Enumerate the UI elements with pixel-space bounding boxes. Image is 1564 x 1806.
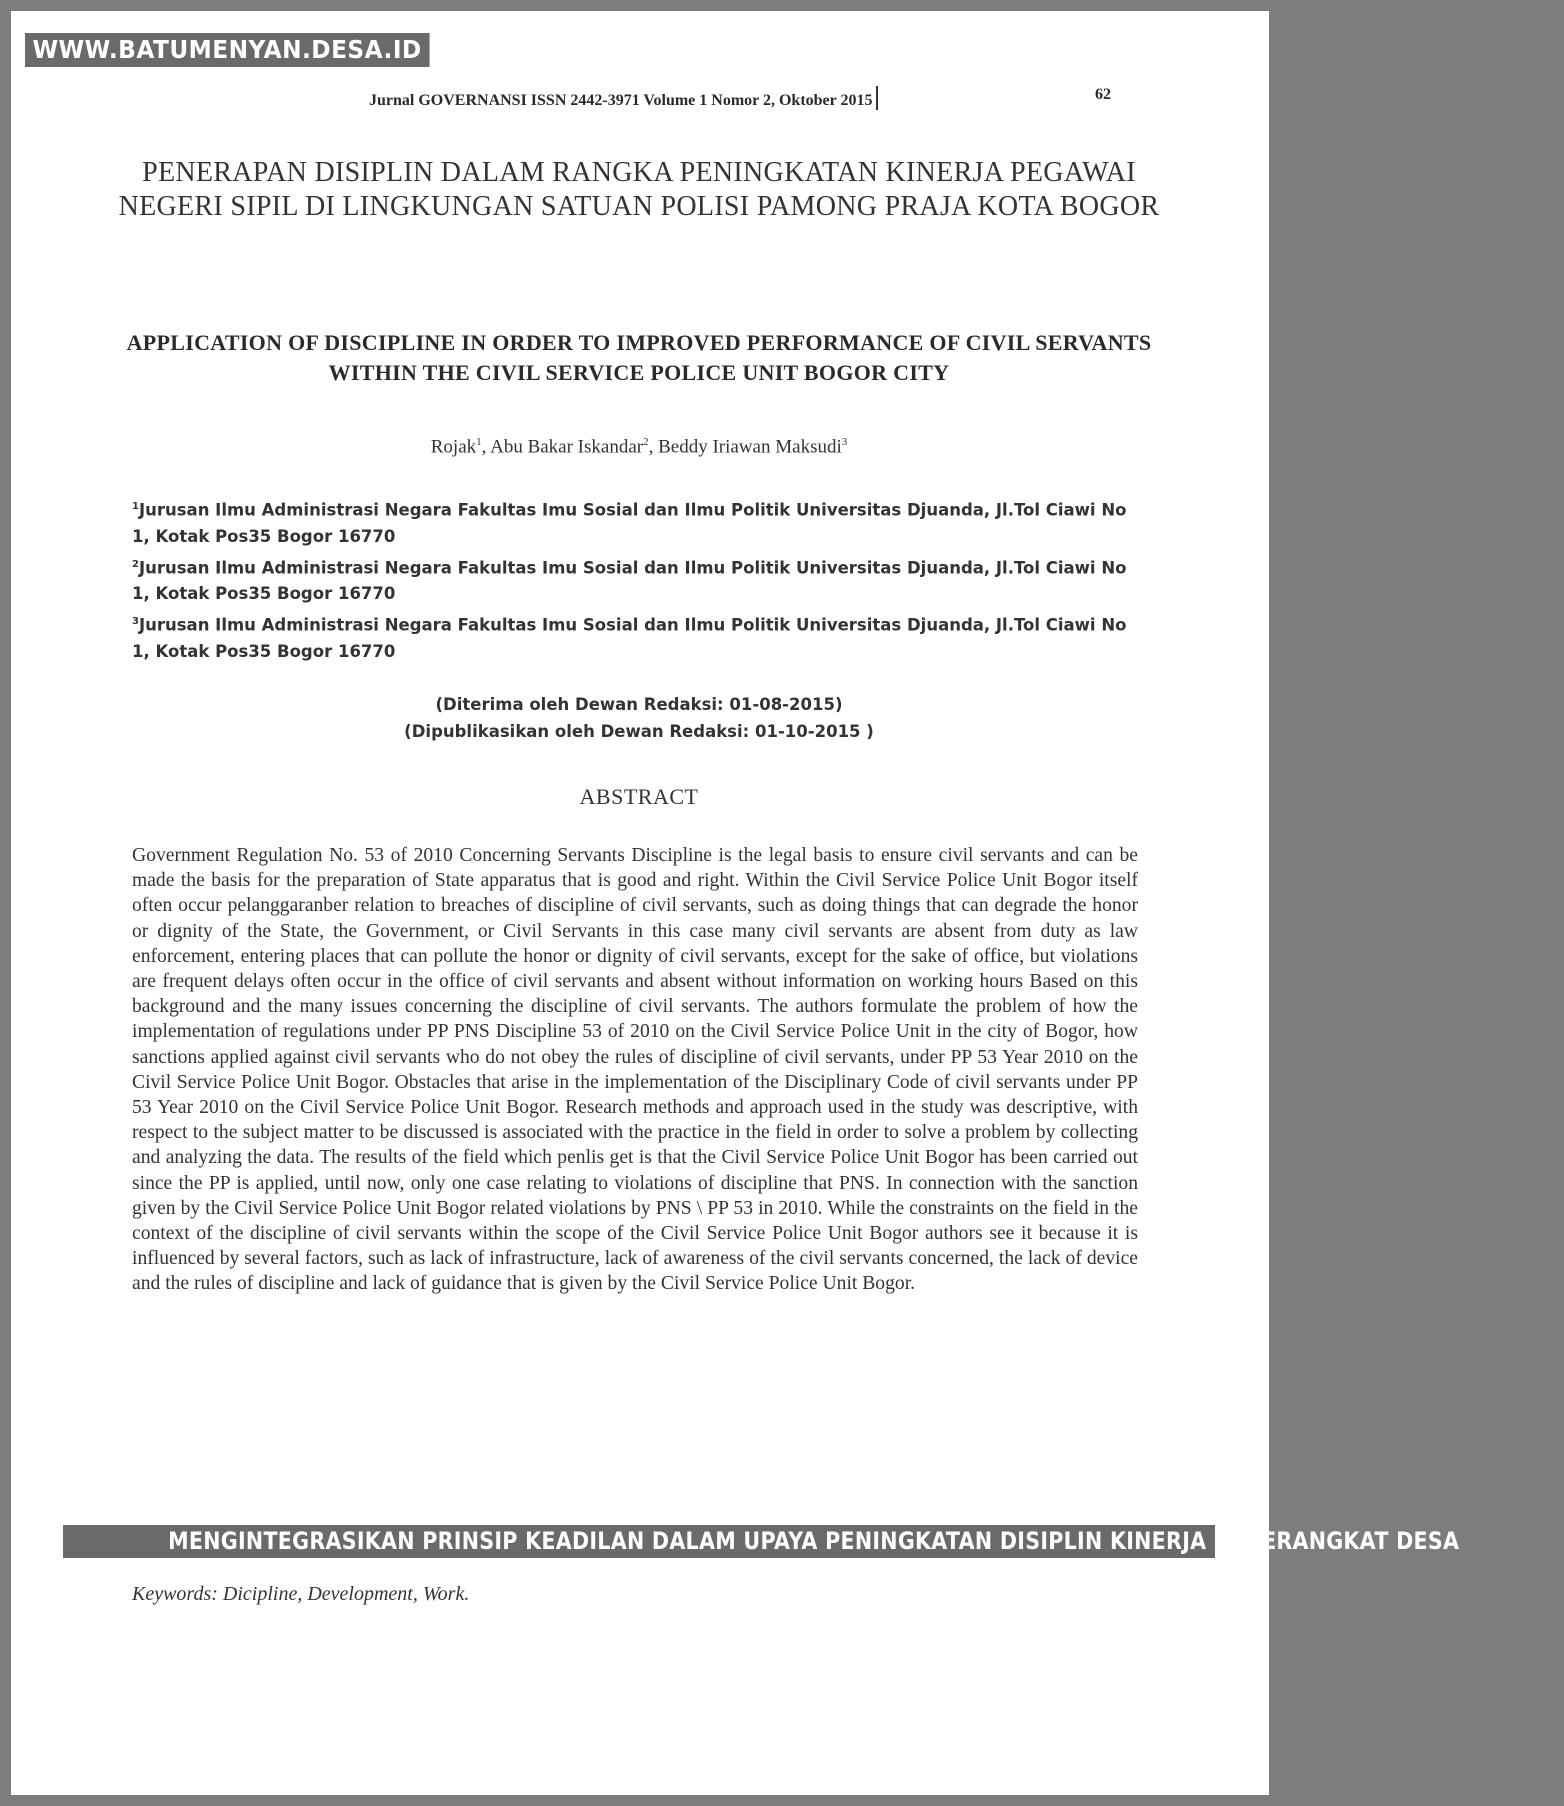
author-sup: 3 [841,436,848,448]
page-number: 62 [1095,86,1111,103]
published-date: (Dipublikasikan oleh Dewan Redaksi: 01-10-2015 ) [404,722,874,741]
author-name: Abu Bakar Iskandar [490,436,644,458]
affiliation-sup: 2 [132,558,139,570]
abstract-heading: ABSTRACT [579,784,699,809]
journal-running-head [369,86,1029,110]
affiliation-text: Jurusan Ilmu Administrasi Negara Fakultas Imu Sosial dan Ilmu Politik Universitas Djuanda, Jl.Tol Ciawi No 1, Kotak Pos35 Bogor 16770 [132,615,1127,661]
affiliation [132,494,1136,550]
keywords: Keywords: Dicipline, Development, Work. [132,1583,470,1605]
title-english: APPLICATION OF DISCIPLINE IN ORDER TO IMPROVED PERFORMANCE OF CIVIL SERVANTS WITHIN THE CIVIL SERVICE POLICE UNIT BOGOR CITY [126,330,1152,385]
watermark-banner-text: MENGINTEGRASIKAN PRINSIP KEADILAN DALAM UPAYA PENINGKATAN DISIPLIN KINERJA DI PERANGKAT DESA [168,1527,1460,1555]
author-sup: 2 [643,436,649,448]
affiliation-text: Jurusan Ilmu Administrasi Negara Fakultas Imu Sosial dan Ilmu Politik Universitas Djuanda, Jl.Tol Ciawi No 1, Kotak Pos35 Bogor 16770 [132,500,1127,546]
paper-page [11,11,1460,1795]
journal-citation: Jurnal GOVERNANSI ISSN 2442-3971 Volume 1 Nomor 2, Oktober 2015 [369,92,873,109]
received-date: (Diterima oleh Dewan Redaksi: 01-08-2015) [435,695,843,714]
author-name: Rojak [430,436,477,458]
affiliation-sup: 1 [132,501,139,512]
watermark-site-url: WWW.BATUMENYAN.DESA.ID [25,33,429,67]
affiliation-list [132,494,1136,667]
affiliation [132,609,1136,665]
header-divider [876,86,878,110]
author-name: Beddy Iriawan Maksudi [658,436,842,458]
affiliation-sup: 3 [132,616,139,627]
affiliation [132,552,1136,608]
abstract-body: Government Regulation No. 53 of 2010 Concerning Servants Discipline is the legal basis to ensure civil servants and can be made the basis for the preparation of State apparatus that is good and right. Within the Civil Service Police Unit Bogor itself often occur pelanggaranber relation to breaches of discipline of civil servants, such as doing things that can degrade the honor or dignity of the State, the Government, or Civil Servants in this case many civil servants are absent from duty as law enforcement, entering places that can pollute the honor or dignity of civil servants, except for the sake of office, but violations are frequent delays often occur in the office of civil servants and absent without information on working hours Based on this background and the many issues concerning the discipline of civil servants. The authors formulate the problem of how the implementation of regulations under PP PNS Discipline 53 of 2010 on the Civil Service Police Unit in the city of Bogor, how sanctions applied against civil servants who do not obey the rules of discipline of civil servants, under PP 53 Year 2010 on the Civil Service Police Unit Bogor. Obstacles that arise in the implementation of the Disciplinary Code of civil servants under PP 53 Year 2010 on the Civil Service Police Unit Bogor. Research methods and approach used in the study was descriptive, with respect to the subject matter to be discussed is associated with the practice in the field in order to solve a problem by collecting and analyzing the data. The results of the field which penlis get is that the Civil Service Police Unit Bogor has been carried out since the PP is applied, until now, only one case relating to violations of discipline that PNS. In connection with the sanction given by the Civil Service Police Unit Bogor related violations by PNS \ PP 53 in 2010. While the constraints on the field in the context of the discipline of civil servants within the scope of the Civil Service Police Unit Bogor authors see it because it is influenced by several factors, such as lack of infrastructure, lack of awareness of the civil servants concerned, the lack of device and the rules of discipline and lack of guidance that is given by the Civil Service Police Unit Bogor. [132,845,1138,1295]
title-indonesian: PENERAPAN DISIPLIN DALAM RANGKA PENINGKATAN KINERJA PEGAWAI NEGERI SIPIL DI LINGKUNGAN SATUAN POLISI PAMONG PRAJA KOTA BOGOR [118,157,1160,222]
affiliation-text: Jurusan Ilmu Administrasi Negara Fakultas Imu Sosial dan Ilmu Politik Universitas Djuanda, Jl.Tol Ciawi No 1, Kotak Pos35 Bogor 16770 [132,558,1127,603]
watermark-banner [63,1525,1460,1558]
author-list: Rojak$^1$, Abu Bakar Iskandar$^2$, Beddy Iriawan Maksudi$^3$ [430,436,848,458]
publication-dates [111,691,1167,745]
author-sup: 1 [476,436,482,448]
